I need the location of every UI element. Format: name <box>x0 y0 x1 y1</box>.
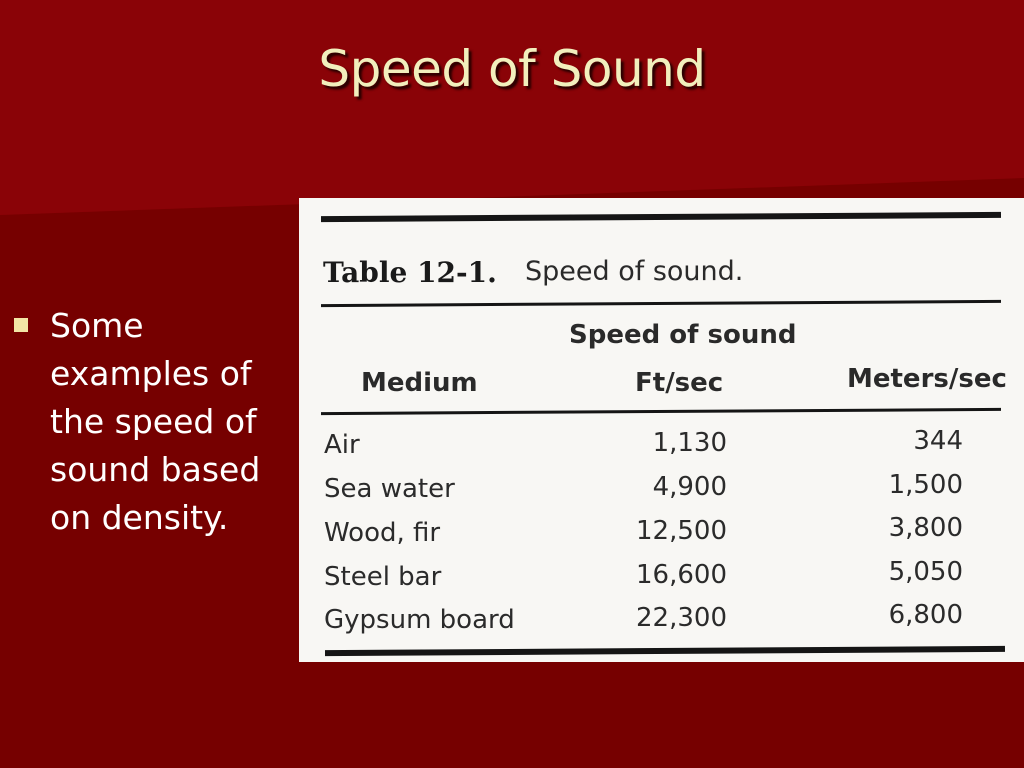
table-cell-medium: Steel bar <box>324 562 442 592</box>
table-caption-text: Speed of sound. <box>525 256 744 287</box>
slide-title: Speed of Sound <box>318 40 706 98</box>
table-caption-number: Table 12-1. <box>323 256 497 289</box>
bullet-line: on density. <box>50 498 229 537</box>
square-bullet-icon <box>14 318 28 332</box>
table-cell-medium: Gypsum board <box>324 605 515 635</box>
table-cell-meters-sec: 3,800 <box>888 513 963 543</box>
bullet-line: sound based <box>50 450 261 489</box>
table-cell-meters-sec: 344 <box>913 426 963 456</box>
bullet-list <box>14 302 284 542</box>
table-cell-meters-sec: 6,800 <box>888 600 963 630</box>
table-bottom-rule <box>325 646 1005 656</box>
table-cell-ft-sec: 16,600 <box>636 560 727 590</box>
bullet-line: the speed of <box>50 402 257 441</box>
column-header-ft-sec: Ft/sec <box>635 368 724 398</box>
table-cell-ft-sec: 1,130 <box>652 428 727 458</box>
group-header: Speed of sound <box>569 320 797 350</box>
table-cell-ft-sec: 22,300 <box>636 603 727 633</box>
table-cell-ft-sec: 12,500 <box>636 516 727 546</box>
bullet-line: Some <box>50 306 144 345</box>
bullet-line: examples of <box>50 354 252 393</box>
table-cell-medium: Air <box>324 430 360 460</box>
table-cell-medium: Sea water <box>324 474 455 504</box>
header-rule <box>321 408 1001 415</box>
column-header-medium: Medium <box>361 368 478 398</box>
bullet-item <box>14 302 284 542</box>
caption-rule <box>321 300 1001 307</box>
speed-of-sound-table <box>299 198 1024 662</box>
table-cell-ft-sec: 4,900 <box>652 472 727 502</box>
table-top-rule <box>321 212 1001 222</box>
table-cell-meters-sec: 1,500 <box>888 470 963 500</box>
table-cell-meters-sec: 5,050 <box>888 557 963 587</box>
table-cell-medium: Wood, fir <box>324 518 441 548</box>
column-header-meters-sec: Meters/sec <box>847 364 1007 394</box>
